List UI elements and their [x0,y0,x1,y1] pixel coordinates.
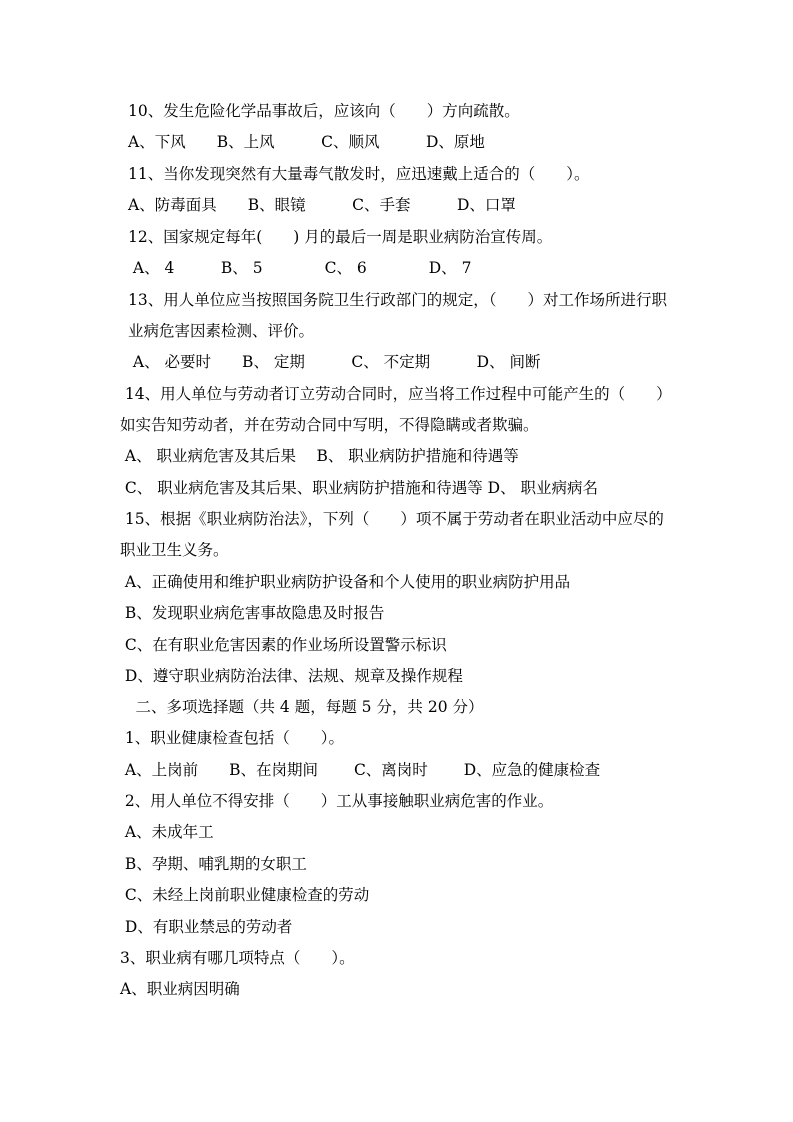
question-15-cont: 职业卫生义务。 [120,541,229,559]
mc-question-3-option-a: A、职业病因明确 [120,980,240,998]
section-heading-multiple-choice: 二、多项选择题（共 4 题，每题 5 分，共 20 分） [120,698,484,716]
question-10: 10、发生危险化学品事故后，应该向（ ）方向疏散。 [128,102,520,120]
question-12-options: A、 4 B、 5 C、 6 D、 7 [128,259,472,277]
question-15-option-a: A、正确使用和维护职业病防护设备和个人使用的职业病防护用品 [120,573,571,591]
mc-question-2-option-d: D、有职业禁忌的劳动者 [120,918,293,936]
question-14-options-cd: C、 职业病危害及其后果、职业病防护措施和待遇等 D、 职业病病名 [120,479,598,497]
question-13-options: A、 必要时 B、 定期 C、 不定期 D、 间断 [128,353,541,371]
mc-question-1-options: A、上岗前 B、在岗期间 C、离岗时 D、应急的健康检查 [120,761,601,779]
question-15-option-d: D、遵守职业病防治法律、法规、规章及操作规程 [120,667,463,685]
mc-question-2-option-c: C、未经上岗前职业健康检查的劳动 [120,886,370,904]
mc-question-1: 1、职业健康检查包括（ ）。 [120,729,345,747]
question-15-option-c: C、在有职业危害因素的作业场所设置警示标识 [120,636,447,654]
question-15: 15、根据《职业病防治法》，下列（ ）项不属于劳动者在职业活动中应尽的 [120,510,664,528]
question-11-options: A、防毒面具 B、眼镜 C、手套 D、口罩 [128,196,516,214]
question-14-cont: 如实告知劳动者，并在劳动合同中写明，不得隐瞒或者欺骗。 [120,416,539,434]
mc-question-2: 2、用人单位不得安排（ ）工从事接触职业病危害的作业。 [120,792,554,810]
question-15-option-b: B、发现职业病危害事故隐患及时报告 [120,604,385,622]
question-13-cont: 业病危害因素检测、评价。 [128,322,315,340]
question-12: 12、国家规定每年( ) 月的最后一周是职业病防治宣传周。 [128,228,553,246]
question-10-options: A、下风 B、上风 C、顺风 D、原地 [128,133,485,151]
mc-question-2-option-a: A、未成年工 [120,823,214,841]
mc-question-2-option-b: B、孕期、哺乳期的女职工 [120,855,307,873]
question-14-options-ab: A、 职业病危害及其后果 B、 职业病防护措施和待遇等 [120,447,519,465]
question-13: 13、用人单位应当按照国务院卫生行政部门的规定，（ ）对工作场所进行职 [128,291,667,309]
mc-question-3: 3、职业病有哪几项特点（ ）。 [120,949,355,967]
question-14: 14、用人单位与劳动者订立劳动合同时，应当将工作过程中可能产生的（ ） [120,385,672,403]
question-11: 11、当你发现突然有大量毒气散发时，应迅速戴上适合的（ ）。 [128,165,590,183]
